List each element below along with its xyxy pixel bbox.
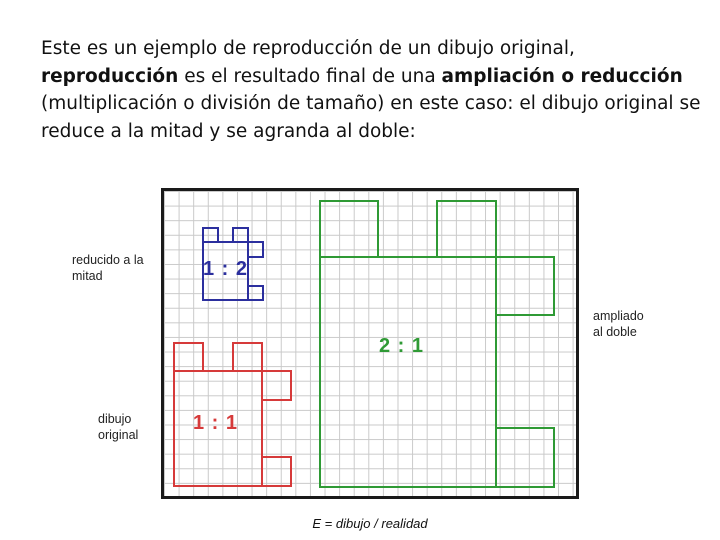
enlarged-side-top (496, 257, 554, 315)
enlarged-tab-right (437, 201, 496, 257)
ratio-original: 1 : 1 (193, 412, 239, 434)
intro-text-3: (multiplicación o división de tamaño) en este caso: el dibujo original se reduce a la mitad y se agranda al doble: (41, 93, 701, 142)
intro-bold-reproduccion: reproducción (41, 65, 179, 87)
scale-formula: E = dibujo / realidad (312, 516, 428, 531)
ratio-reduced: 1 : 2 (203, 258, 249, 280)
enlarged-body (320, 257, 496, 487)
original-side-top (262, 371, 291, 400)
ratio-enlarged: 2 : 1 (379, 335, 425, 357)
enlarged-tab-left (320, 201, 378, 257)
reduced-tab-right (233, 228, 248, 242)
reduced-tab-left (203, 228, 218, 242)
intro-bold-ampliacion: ampliación o reducción (441, 65, 683, 87)
label-original: dibujo original (98, 412, 139, 442)
intro-text-2: es el resultado final de una (178, 65, 442, 87)
enlarged-side-bottom (496, 428, 554, 487)
intro-text-1: Este es un ejemplo de reproducción de un dibujo original, (41, 38, 575, 59)
reduced-side-top (248, 242, 263, 257)
label-enlarged: ampliado al doble (593, 309, 644, 339)
original-side-bottom (262, 457, 291, 486)
original-tab-right (233, 343, 262, 371)
enlarged-drawing (320, 201, 554, 487)
label-reduced: reducido a la mitad (72, 253, 144, 283)
reduced-side-bottom (248, 286, 263, 300)
original-tab-left (174, 343, 203, 371)
